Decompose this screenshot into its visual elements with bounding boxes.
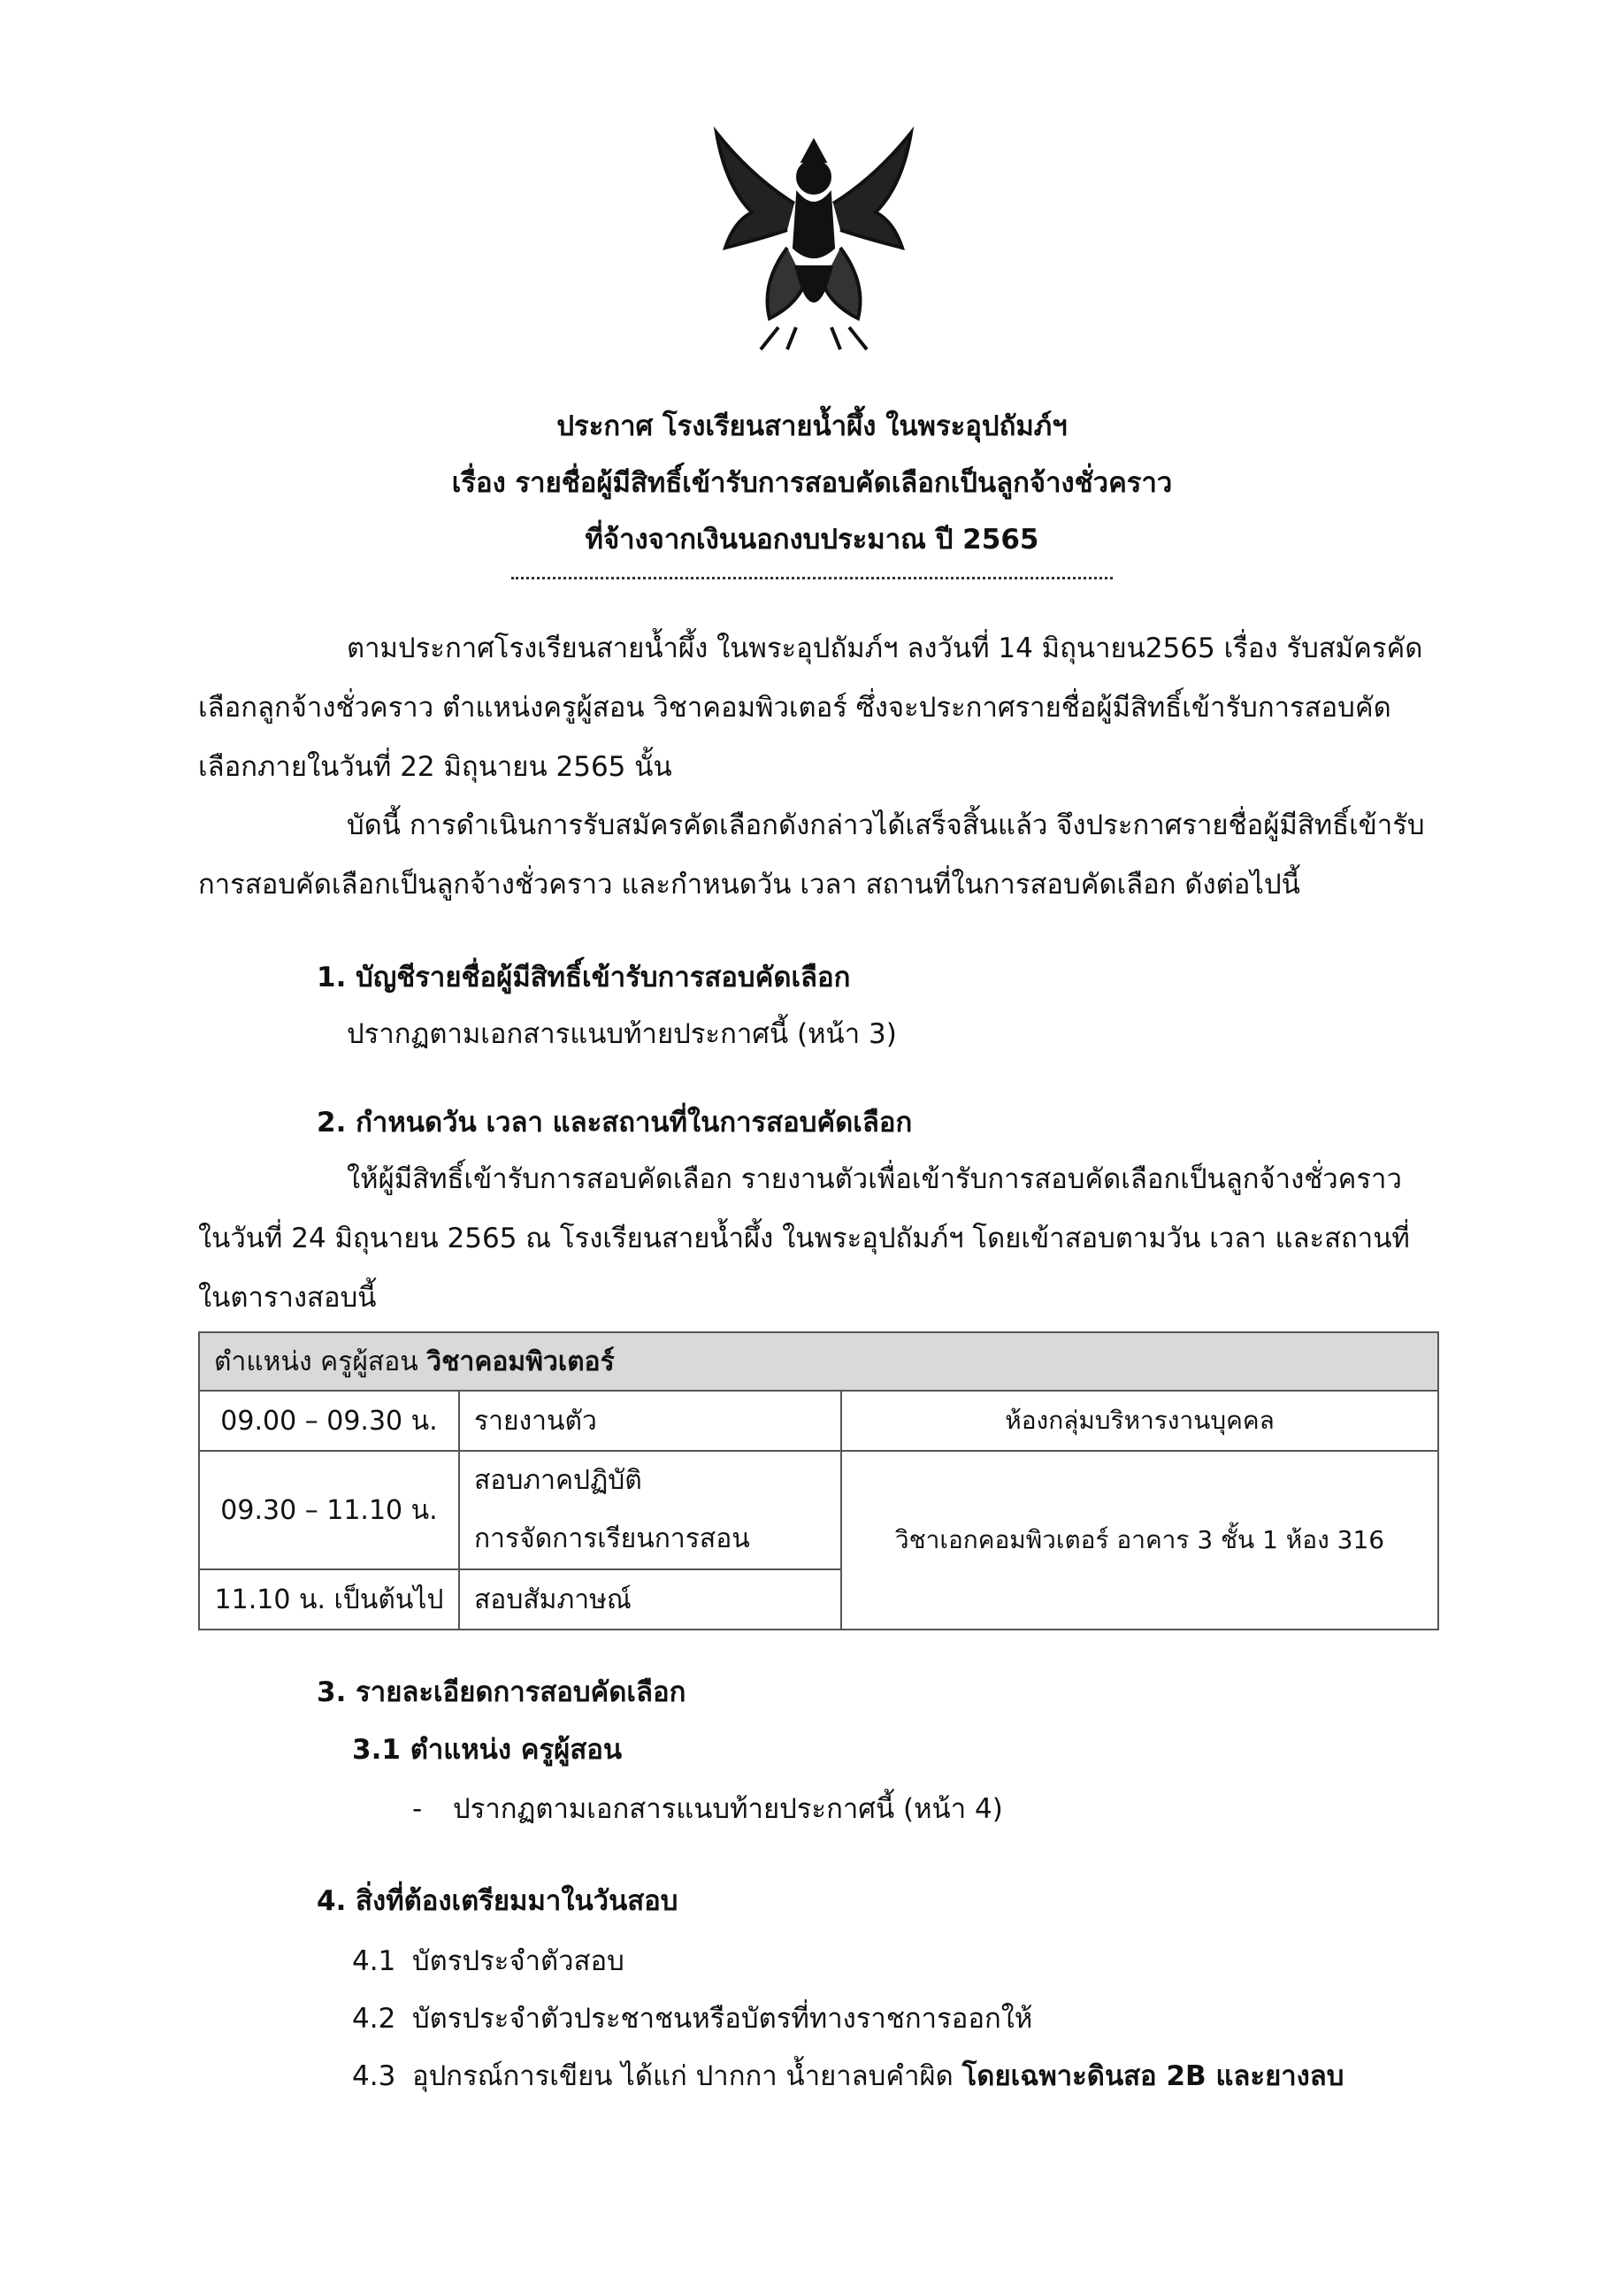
row-activity: สอบภาคปฏิบัติ	[474, 1465, 642, 1496]
section-2-title: 2. กำหนดวัน เวลา และสถานที่ในการสอบคัดเลือก	[317, 1107, 913, 1139]
section-4-item-text: บัตรประจำตัวประชาชนหรือบัตรที่ทางราชการออกให้	[412, 2003, 1033, 2035]
garuda-emblem-icon	[699, 115, 929, 354]
section-4-title: 4. สิ่งที่ต้องเตรียมมาในวันสอบ	[317, 1885, 678, 1917]
row-place: วิชาเอกคอมพิวเตอร์ อาคาร 3 ชั้น 1 ห้อง 316	[841, 1451, 1438, 1630]
row-activity: รายงานตัว	[459, 1391, 841, 1451]
exam-schedule-table	[198, 1331, 1439, 1630]
header-position: ตำแหน่ง ครูผู้สอน	[214, 1346, 418, 1377]
row-activity: สอบสัมภาษณ์	[459, 1569, 841, 1630]
section-4-item-bold: โดยเฉพาะดินสอ 2B และยางลบ	[961, 2060, 1344, 2092]
row-time: 09.30 – 11.10 น.	[199, 1451, 459, 1569]
row-place: ห้องกลุ่มบริหารงานบุคคล	[841, 1391, 1438, 1451]
section-4-item-line	[412, 2059, 1344, 2094]
table-header-row	[199, 1332, 1438, 1391]
header-subject: วิชาคอมพิวเตอร์	[426, 1346, 615, 1377]
heading-line-1: ประกาศ โรงเรียนสายน้ำผึ้ง ในพระอุปถัมภ์ฯ	[556, 410, 1068, 442]
row-time: 11.10 น. เป็นต้นไป	[199, 1569, 459, 1630]
row-time: 09.00 – 09.30 น.	[199, 1391, 459, 1451]
section-3-1-title: 3.1 ตำแหน่ง ครูผู้สอน	[352, 1734, 623, 1766]
section-2-text: ให้ผู้มีสิทธิ์เข้ารับการสอบคัดเลือก รายงานตัวเพื่อเข้ารับการสอบคัดเลือกเป็นลูกจ้างชั่วคราวในวันที่ 24 มิถุนายน 2565 ณ โรงเรียนสายน้ำผึ้ง ในพระอุปถัมภ์ฯ โดยเข้าสอบตามวัน เวลา และสถานที่ในตารางสอบนี้	[198, 1163, 1410, 1314]
table-row	[199, 1391, 1438, 1451]
section-1-text: ปรากฏตามเอกสารแนบท้ายประกาศนี้ (หน้า 3)	[347, 1018, 897, 1050]
section-3-title: 3. รายละเอียดการสอบคัดเลือก	[317, 1676, 686, 1708]
heading-line-3: ที่จ้างจากเงินนอกงบประมาณ ปี 2565	[585, 524, 1039, 556]
section-4-item-num: 4.2	[352, 2003, 396, 2035]
intro-paragraph-2: บัดนี้ การดำเนินการรับสมัครคัดเลือกดังกล่าวได้เสร็จสิ้นแล้ว จึงประกาศรายชื่อผู้มีสิทธิ์เข้ารับการสอบคัดเลือกเป็นลูกจ้างชั่วคราว และกำหนดวัน เวลา สถานที่ในการสอบคัดเลือก ดังต่อไปนี้	[198, 809, 1425, 901]
heading-line-2: เรื่อง รายชื่อผู้มีสิทธิ์เข้ารับการสอบคัดเลือกเป็นลูกจ้างชั่วคราว	[451, 467, 1173, 499]
section-4-item-text: บัตรประจำตัวสอบ	[412, 1945, 624, 1977]
section-1-title: 1. บัญชีรายชื่อผู้มีสิทธิ์เข้ารับการสอบคัดเลือก	[317, 962, 851, 993]
section-4-item-num: 4.3	[352, 2060, 396, 2092]
table-row	[199, 1451, 1438, 1569]
section-4-item-num: 4.1	[352, 1945, 396, 1977]
dotted-divider	[511, 577, 1113, 579]
intro-paragraph-1: ตามประกาศโรงเรียนสายน้ำผึ้ง ในพระอุปถัมภ์ฯ ลงวันที่ 14 มิถุนายน2565 เรื่อง รับสมัครคัดเลือกลูกจ้างชั่วคราว ตำแหน่งครูผู้สอน วิชาคอมพิวเตอร์ ซึ่งจะประกาศรายชื่อผู้มีสิทธิ์เข้ารับการสอบคัดเลือกภายในวันที่ 22 มิถุนายน 2565 นั้น	[198, 633, 1423, 783]
section-3-bullet-text: ปรากฏตามเอกสารแนบท้ายประกาศนี้ (หน้า 4)	[453, 1793, 1003, 1825]
section-3-bullet: -	[412, 1793, 423, 1825]
table-header-cell	[199, 1332, 1438, 1391]
section-4-item-text: อุปกรณ์การเขียน ได้แก่ ปากกา น้ำยาลบคำผิด	[412, 2060, 954, 2092]
row-activity-cell	[459, 1451, 841, 1569]
row-activity-line-2: การจัดการเรียนการสอน	[474, 1523, 750, 1554]
